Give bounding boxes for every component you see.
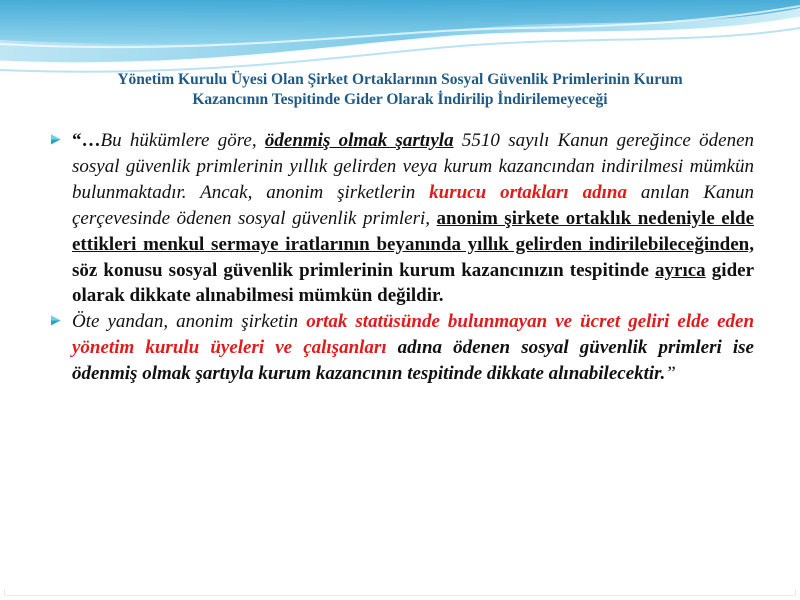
slide-title bbox=[60, 70, 740, 110]
emphasis-bold: söz konusu sosyal güvenlik primlerinin kurum kazancınızın tespitinde bbox=[72, 259, 656, 281]
text-segment: Bu hükümlere göre, bbox=[100, 130, 265, 151]
highlight-red: ortak statüsünde bulunmayan ve ücret geliri elde eden yönetim kurulu üyeleri ve çalışanları bbox=[72, 311, 755, 359]
title-line-1: Yönetim Kurulu Üyesi Olan Şirket Ortaklarının Sosyal Güvenlik Primlerinin Kurum bbox=[117, 71, 683, 88]
text-segment: 5510 sayılı Kanun gereğince ödenen sosyal güvenlik primlerinin yıllık gelirden veya kurum kazancından indirilmesi mümkün bulunmaktadır. Ancak, anonim şirketlerin bbox=[72, 130, 755, 203]
teal-bullet-icon bbox=[50, 315, 61, 326]
text-segment: anılan Kanun çerçevesinde ödenen sosyal güvenlik primleri, bbox=[72, 181, 754, 229]
open-quote: “… bbox=[72, 130, 101, 151]
emphasis-underlined: anonim şirkete ortaklık nedeniyle elde ettikleri menkul sermaye iratlarının beyanında yıllık gelirden indirilebileceğinden, bbox=[72, 207, 754, 255]
title-line-2: Kazancının Tespitinde Gider Olarak İndirilip İndirilemeyeceği bbox=[192, 91, 608, 108]
bullet-2-text bbox=[72, 309, 754, 387]
emphasis-underlined: ödenmiş olmak şartıyla bbox=[264, 130, 454, 151]
emphasis-bold: gider olarak dikkate alınabilmesi mümkün değildir. bbox=[72, 259, 754, 307]
emphasis-underlined: ayrıca bbox=[655, 259, 706, 281]
teal-bullet-icon bbox=[50, 134, 61, 145]
text-segment: Öte yandan, anonim şirketin bbox=[72, 311, 307, 333]
slide-bottom-frame bbox=[4, 589, 796, 596]
close-quote: ” bbox=[665, 363, 676, 385]
bullet-list bbox=[50, 128, 754, 387]
highlight-red: kurucu ortakları adına bbox=[429, 181, 627, 203]
bullet-item-1 bbox=[50, 128, 754, 309]
emphasis-bold: adına ödenen sosyal güvenlik primleri ise ödenmiş olmak şartıyla kurum kazancının tespitinde dikkate alınabilecektir. bbox=[72, 337, 754, 385]
bullet-1-text bbox=[72, 128, 754, 309]
bullet-item-2 bbox=[50, 309, 754, 387]
